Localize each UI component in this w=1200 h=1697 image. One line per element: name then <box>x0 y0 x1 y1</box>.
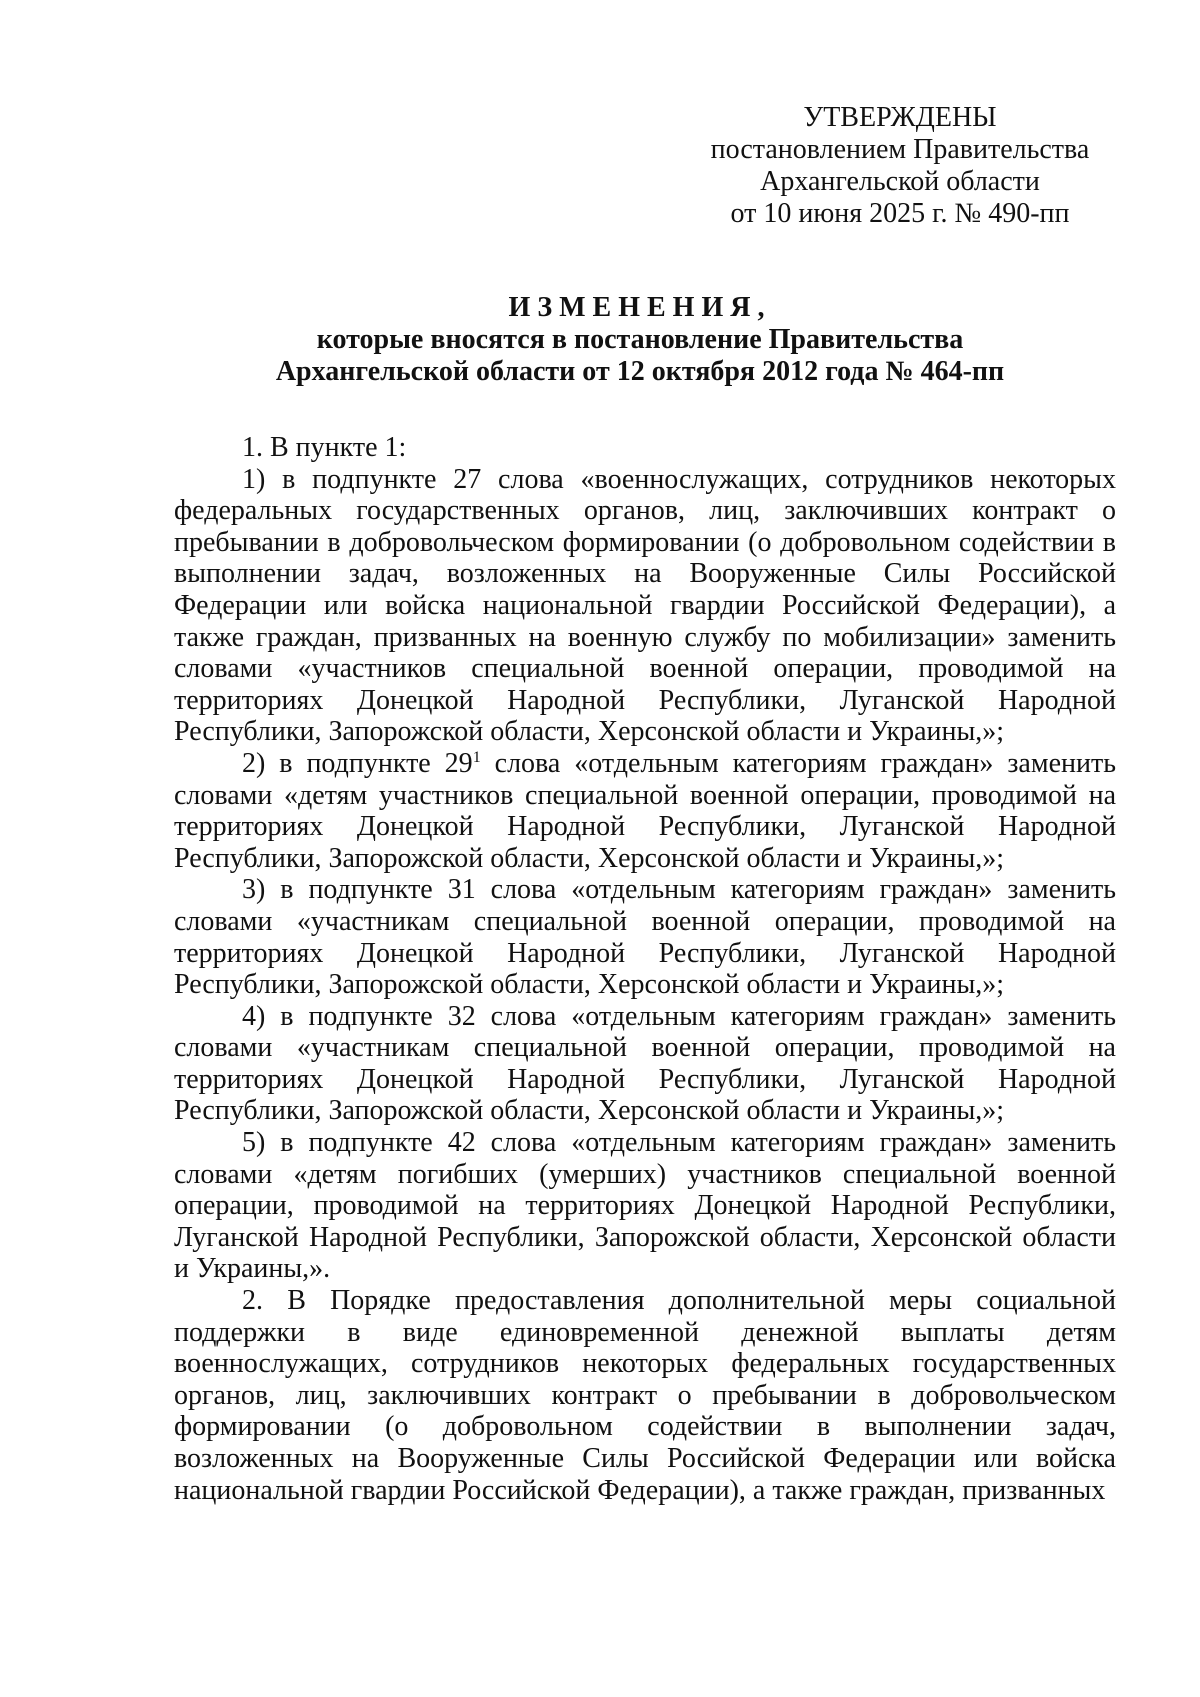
approval-line-3: от 10 июня 2025 г. № 490-пп <box>730 198 1070 229</box>
paragraph-1: 1. В пункте 1: <box>242 432 407 463</box>
approval-stamp <box>690 102 1110 230</box>
subparagraph-1-4: 4) в подпункте 32 слова «отдельным категориям граждан» заменить словами «участникам специальной военной операции, проводимой на территориях Донецкой Народной Республики, Луганской Народной Республики, Запорожской области, Херсонской области и Украины,»; <box>174 1000 1116 1127</box>
document-subtitle-line-1: которые вносятся в постановление Правительства <box>316 324 964 355</box>
document-title: ИЗМЕНЕНИЯ, <box>508 292 772 323</box>
subparagraph-1-2-start: 2) в подпункте 29 <box>242 747 473 779</box>
subparagraph-1-2-rest: слова «отдельным категориям граждан» заменить словами «детям участников специальной военной операции, проводимой на территориях Донецкой Народной Республики, Луганской Народной Республики, Запорожской области, Херсонской области и Украины,»; <box>174 747 1116 874</box>
superscript-index: 1 <box>472 748 481 766</box>
document-body <box>174 432 1116 1506</box>
subparagraph-1-3: 3) в подпункте 31 слова «отдельным категориям граждан» заменить словами «участникам специальной военной операции, проводимой на территориях Донецкой Народной Республики, Луганской Народной Республики, Запорожской области, Херсонской области и Украины,»; <box>174 874 1116 1001</box>
paragraph-2: 2. В Порядке предоставления дополнительной меры социальной поддержки в виде единовременной денежной выплаты детям военнослужащих, сотрудников некоторых федеральных государственных органов, лиц, заключивших контракт о пребывании в добровольческом формировании (о добровольном содействии в выполнении задач, возложенных на Вооруженные Силы Российской Федерации или войска национальной гвардии Российской Федерации), а также граждан, призванных <box>174 1285 1116 1506</box>
document-heading <box>160 292 1120 388</box>
subparagraph-1-2 <box>174 748 1116 874</box>
document-subtitle-line-2: Архангельской области от 12 октября 2012 года № 464-пп <box>275 356 1005 387</box>
approval-line-2: Архангельской области <box>760 166 1040 197</box>
subparagraph-1-5: 5) в подпункте 42 слова «отдельным категориям граждан» заменить словами «детям погибших (умерших) участников специальной военной операции, проводимой на территориях Донецкой Народной Республики, Луганской Народной Республики, Запорожской области, Херсонской области и Украины,». <box>174 1127 1116 1285</box>
approved-label: УТВЕРЖДЕНЫ <box>803 102 997 133</box>
subparagraph-1-1: 1) в подпункте 27 слова «военнослужащих, сотрудников некоторых федеральных государственных органов, лиц, заключивших контракт о пребывании в добровольческом формировании (о добровольном содействии в выполнении задач, возложенных на Вооруженные Силы Российской Федерации или войска национальной гвардии Российской Федерации), а также граждан, призванных на военную службу по мобилизации» заменить словами «участников специальной военной операции, проводимой на территориях Донецкой Народной Республики, Луганской Народной Республики, Запорожской области, Херсонской области и Украины,»; <box>174 463 1116 748</box>
approval-line-1: постановлением Правительства <box>710 134 1090 165</box>
